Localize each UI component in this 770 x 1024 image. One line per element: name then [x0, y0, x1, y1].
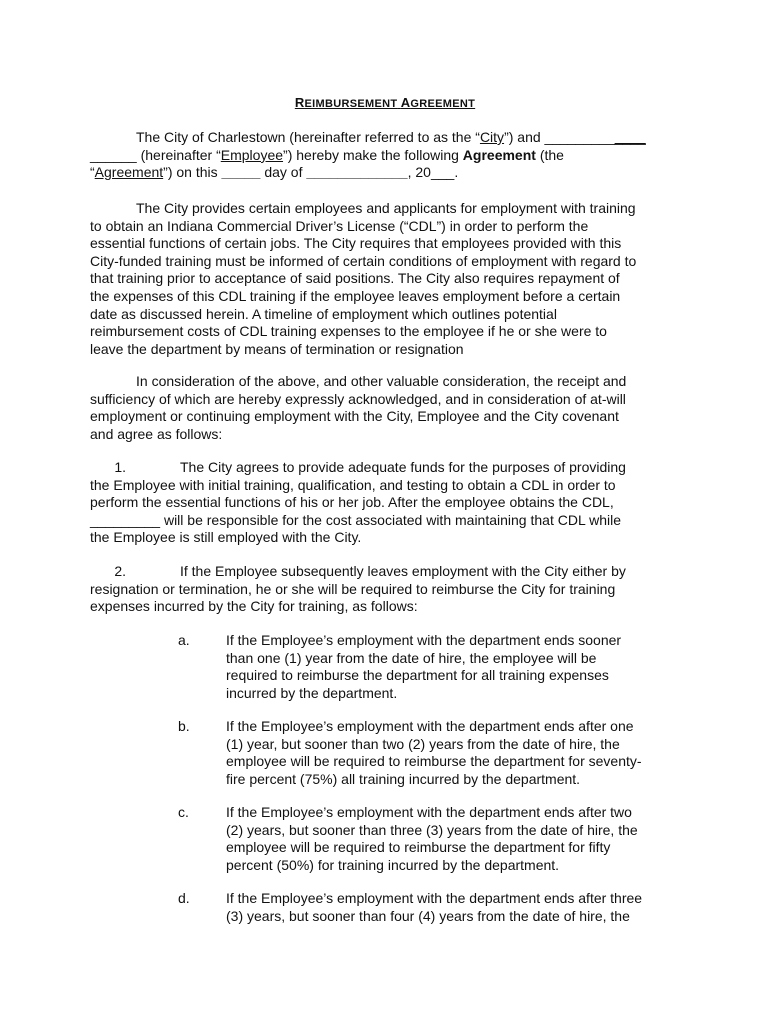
subclause-line: required to reimburse the department for all training expenses [226, 667, 609, 684]
subclause-text [226, 890, 696, 925]
agreement-term: Agreement [94, 164, 164, 181]
paragraph-purpose [90, 200, 688, 358]
subclause-c [178, 804, 688, 876]
paragraph-line: employment or continuing employment with the City, Employee and the City covenant [90, 408, 619, 425]
paragraph-line: City-funded training must be informed of certain conditions of employment with regard to [90, 252, 637, 269]
subclause-line: percent (50%) for training incurred by the department. [226, 856, 560, 873]
subclause-line: incurred by the department. [226, 684, 398, 701]
subclause-text [226, 718, 696, 788]
subclause-line: than one (1) year from the date of hire, the employee will be [226, 649, 597, 666]
intro-line-2: ______ (hereinafter “Employee”) hereby make the following Agreement (the [90, 146, 564, 163]
paragraph-line: to obtain an Indiana Commercial Driver’s License (“CDL”) in order to perform the [90, 217, 589, 234]
subclause-line: (3) years, but sooner than four (4) years from the date of hire, the [226, 907, 630, 924]
month-blank: _____________ [306, 164, 408, 181]
clause-line: the Employee with initial training, qualification, and testing to obtain a CDL in order to [90, 476, 616, 493]
intro-paragraph [90, 129, 688, 182]
subclause-letter: d. [178, 890, 190, 906]
paragraph-consideration [90, 373, 688, 443]
clause-number: 2. [114, 563, 126, 579]
clause-2 [90, 563, 688, 616]
paragraph-line: and agree as follows: [90, 425, 223, 442]
paragraph-line: leave the department by means of termination or resignation [90, 340, 464, 357]
clause-line: 1. The City agrees to provide adequate funds for the purposes of providing [90, 459, 688, 477]
clause-line: expenses incurred by the City for training, as follows: [90, 598, 418, 615]
subclause-line: If the Employee’s employment with the department ends after three [226, 890, 643, 906]
paragraph-line: reimbursement costs of CDL training expenses to the employee if he or she were to [90, 323, 607, 340]
paragraph-line: sufficiency of which are hereby expressly acknowledged, and in consideration of at-will [90, 390, 626, 407]
document-title: REIMBURSEMENT AGREEMENT [294, 95, 476, 110]
subclause-line: If the Employee’s employment with the department ends after one [226, 718, 634, 734]
subclause-line: If the Employee’s employment with the department ends sooner [226, 632, 622, 648]
clause-line: _________ will be responsible for the cost associated with maintaining that CDL while [90, 511, 622, 528]
paragraph-line: In consideration of the above, and other valuable consideration, the receipt and [136, 373, 627, 389]
intro-line-3: “Agreement”) on this _____ day of _____________, 20___. [90, 164, 459, 181]
city-term: City [479, 129, 505, 145]
subclause-line: fire percent (75%) all training incurred by the department. [226, 770, 581, 787]
clause-number: 1. [114, 459, 126, 475]
subclause-letter: b. [178, 718, 190, 734]
clause-line: perform the essential functions of his or her job. After the employee obtains the CDL, [90, 494, 614, 511]
subclause-d [178, 890, 688, 926]
paragraph-line: that training prior to acceptance of said positions. The City also requires repayment of [90, 270, 620, 287]
paragraph-line: essential functions of certain jobs. The City requires that employees provided with this [90, 235, 622, 252]
clause-line: resignation or termination, he or she will be required to reimburse the City for training [90, 580, 616, 597]
subclause-line: employee will be required to reimburse the department for seventy- [226, 753, 642, 770]
subclause-text [226, 632, 696, 702]
subclause-line: If the Employee’s employment with the department ends after two [226, 804, 632, 820]
clause-line: 2. If the Employee subsequently leaves employment with the City either by [90, 563, 688, 581]
subclause-text [226, 804, 696, 874]
subclause-line: (2) years, but sooner than three (3) years from the date of hire, the [226, 821, 638, 838]
paragraph-line: The City provides certain employees and applicants for employment with training [136, 200, 636, 216]
agreement-term-bold: Agreement [462, 146, 536, 163]
paragraph-line: the expenses of this CDL training if the employee leaves employment before a certain [90, 287, 621, 304]
paragraph-line: date as discussed herein. A timeline of employment which outlines potential [90, 305, 557, 322]
subclause-line: employee will be required to reimburse the department for fifty [226, 839, 611, 856]
subclause-letter: c. [178, 804, 189, 820]
subclause-b [178, 718, 688, 790]
subclause-line: (1) year, but sooner than two (2) years from the date of hire, the [226, 735, 620, 752]
clause-line: the Employee is still employed with the City. [90, 529, 362, 546]
subclause-letter: a. [178, 632, 190, 648]
day-blank: _____ [221, 164, 261, 181]
employee-term: Employee [220, 146, 284, 163]
clause-1 [90, 459, 688, 547]
subclause-a [178, 632, 688, 704]
intro-line-1: The City of Charlestown (hereinafter referred to as the “City”) and _____________ [136, 129, 646, 145]
